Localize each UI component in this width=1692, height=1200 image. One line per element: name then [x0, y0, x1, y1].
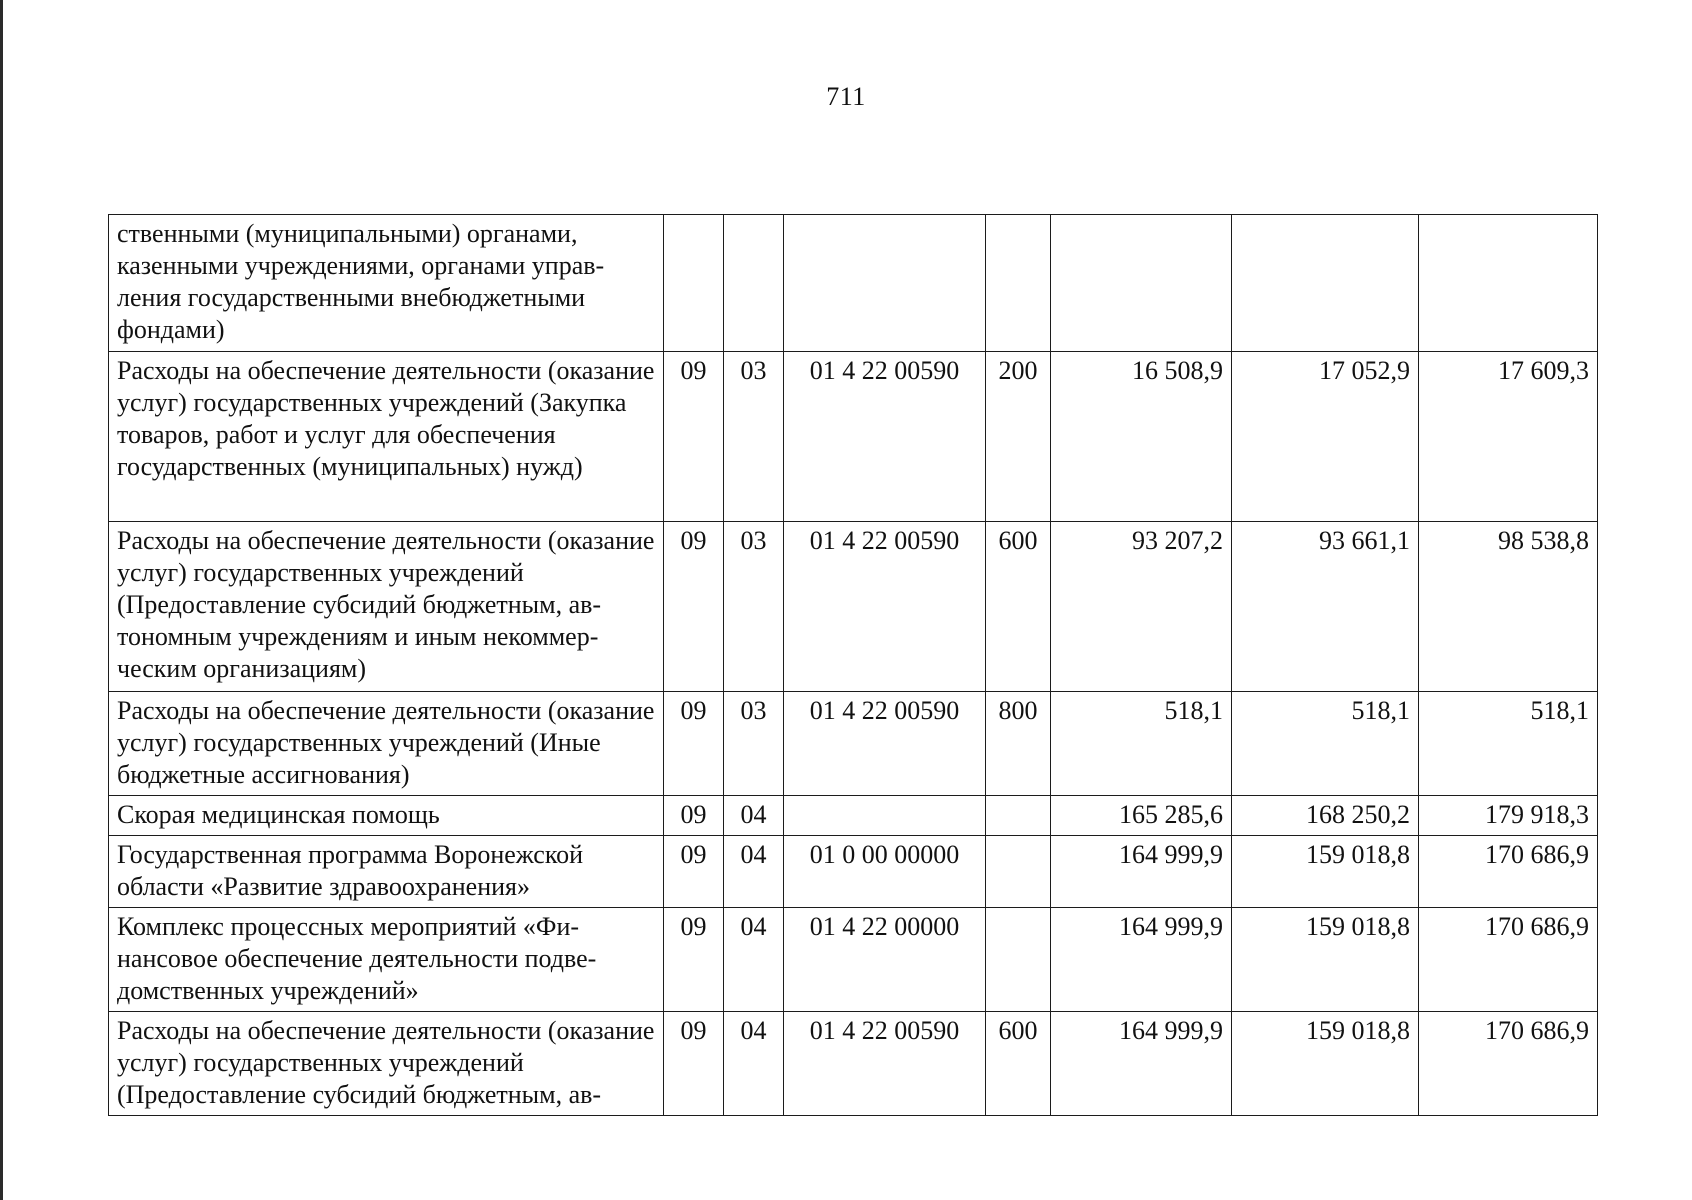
cell-section [664, 215, 724, 352]
cell-amount-3: 170 686,9 [1419, 1012, 1598, 1116]
table-row [109, 215, 1598, 352]
cell-amount-1 [1051, 215, 1232, 352]
cell-amount-3: 170 686,9 [1419, 908, 1598, 1012]
cell-section: 09 [664, 908, 724, 1012]
cell-amount-1: 164 999,9 [1051, 908, 1232, 1012]
cell-name: Государственная программа Воронежской области «Развитие здравоохранения» [109, 836, 664, 908]
cell-section: 09 [664, 352, 724, 522]
cell-section: 09 [664, 836, 724, 908]
cell-subsection: 04 [724, 908, 784, 1012]
cell-target-article: 01 4 22 00590 [784, 1012, 986, 1116]
cell-subsection: 03 [724, 522, 784, 692]
cell-expense-type: 600 [986, 1012, 1051, 1116]
cell-amount-3: 179 918,3 [1419, 796, 1598, 836]
table-row [109, 908, 1598, 1012]
cell-section: 09 [664, 796, 724, 836]
cell-amount-2: 159 018,8 [1232, 908, 1419, 1012]
cell-section: 09 [664, 692, 724, 796]
cell-amount-2: 518,1 [1232, 692, 1419, 796]
cell-expense-type: 800 [986, 692, 1051, 796]
cell-amount-3 [1419, 215, 1598, 352]
cell-amount-2: 168 250,2 [1232, 796, 1419, 836]
cell-section: 09 [664, 522, 724, 692]
table-row [109, 1012, 1598, 1116]
cell-amount-1: 164 999,9 [1051, 836, 1232, 908]
cell-amount-1: 164 999,9 [1051, 1012, 1232, 1116]
cell-target-article: 01 4 22 00000 [784, 908, 986, 1012]
cell-amount-2: 17 052,9 [1232, 352, 1419, 522]
cell-amount-2 [1232, 215, 1419, 352]
cell-amount-2: 159 018,8 [1232, 836, 1419, 908]
cell-amount-3: 170 686,9 [1419, 836, 1598, 908]
cell-amount-3: 17 609,3 [1419, 352, 1598, 522]
page-number: 711 [826, 82, 866, 111]
cell-target-article: 01 4 22 00590 [784, 522, 986, 692]
cell-name: Скорая медицинская помощь [109, 796, 664, 836]
cell-name: Расходы на обеспечение деятельности (оказание услуг) государственных учреждений (Предоставление субсидий бюджетным, автономным учреждениям и иным некоммерческим организациям) [109, 522, 664, 692]
cell-amount-1: 165 285,6 [1051, 796, 1232, 836]
cell-subsection: 04 [724, 836, 784, 908]
cell-expense-type [986, 908, 1051, 1012]
cell-amount-2: 159 018,8 [1232, 1012, 1419, 1116]
cell-section: 09 [664, 1012, 724, 1116]
cell-amount-2: 93 661,1 [1232, 522, 1419, 692]
cell-amount-1: 16 508,9 [1051, 352, 1232, 522]
cell-target-article: 01 0 00 00000 [784, 836, 986, 908]
cell-target-article [784, 796, 986, 836]
cell-expense-type [986, 215, 1051, 352]
table-row [109, 522, 1598, 692]
cell-name: Расходы на обеспечение деятельности (оказание услуг) государственных учреждений (Закупка товаров, работ и услуг для обеспечения государственных (муниципальных) нужд) [109, 352, 664, 522]
budget-table [108, 214, 1598, 1116]
cell-name: ственными (муниципальными) органами, казенными учреждениями, органами управления государственными внебюджетными фондами) [109, 215, 664, 352]
cell-name: Расходы на обеспечение деятельности (оказание услуг) государственных учреждений (Иные бюджетные ассигнования) [109, 692, 664, 796]
table-row [109, 796, 1598, 836]
table-row [109, 692, 1598, 796]
cell-expense-type [986, 836, 1051, 908]
cell-subsection: 04 [724, 1012, 784, 1116]
cell-amount-1: 93 207,2 [1051, 522, 1232, 692]
cell-subsection: 03 [724, 692, 784, 796]
cell-name: Комплекс процессных мероприятий «Финансовое обеспечение деятельности подведомственных учреждений» [109, 908, 664, 1012]
table-row [109, 836, 1598, 908]
cell-target-article [784, 215, 986, 352]
cell-amount-3: 518,1 [1419, 692, 1598, 796]
table-row [109, 352, 1598, 522]
cell-name: Расходы на обеспечение деятельности (оказание услуг) государственных учреждений (Предоставление субсидий бюджетным, ав- [109, 1012, 664, 1116]
cell-target-article: 01 4 22 00590 [784, 352, 986, 522]
cell-expense-type [986, 796, 1051, 836]
cell-expense-type: 200 [986, 352, 1051, 522]
cell-target-article: 01 4 22 00590 [784, 692, 986, 796]
cell-subsection: 03 [724, 352, 784, 522]
cell-expense-type: 600 [986, 522, 1051, 692]
cell-amount-3: 98 538,8 [1419, 522, 1598, 692]
scan-left-edge [0, 0, 3, 1200]
cell-amount-1: 518,1 [1051, 692, 1232, 796]
cell-subsection: 04 [724, 796, 784, 836]
cell-subsection [724, 215, 784, 352]
